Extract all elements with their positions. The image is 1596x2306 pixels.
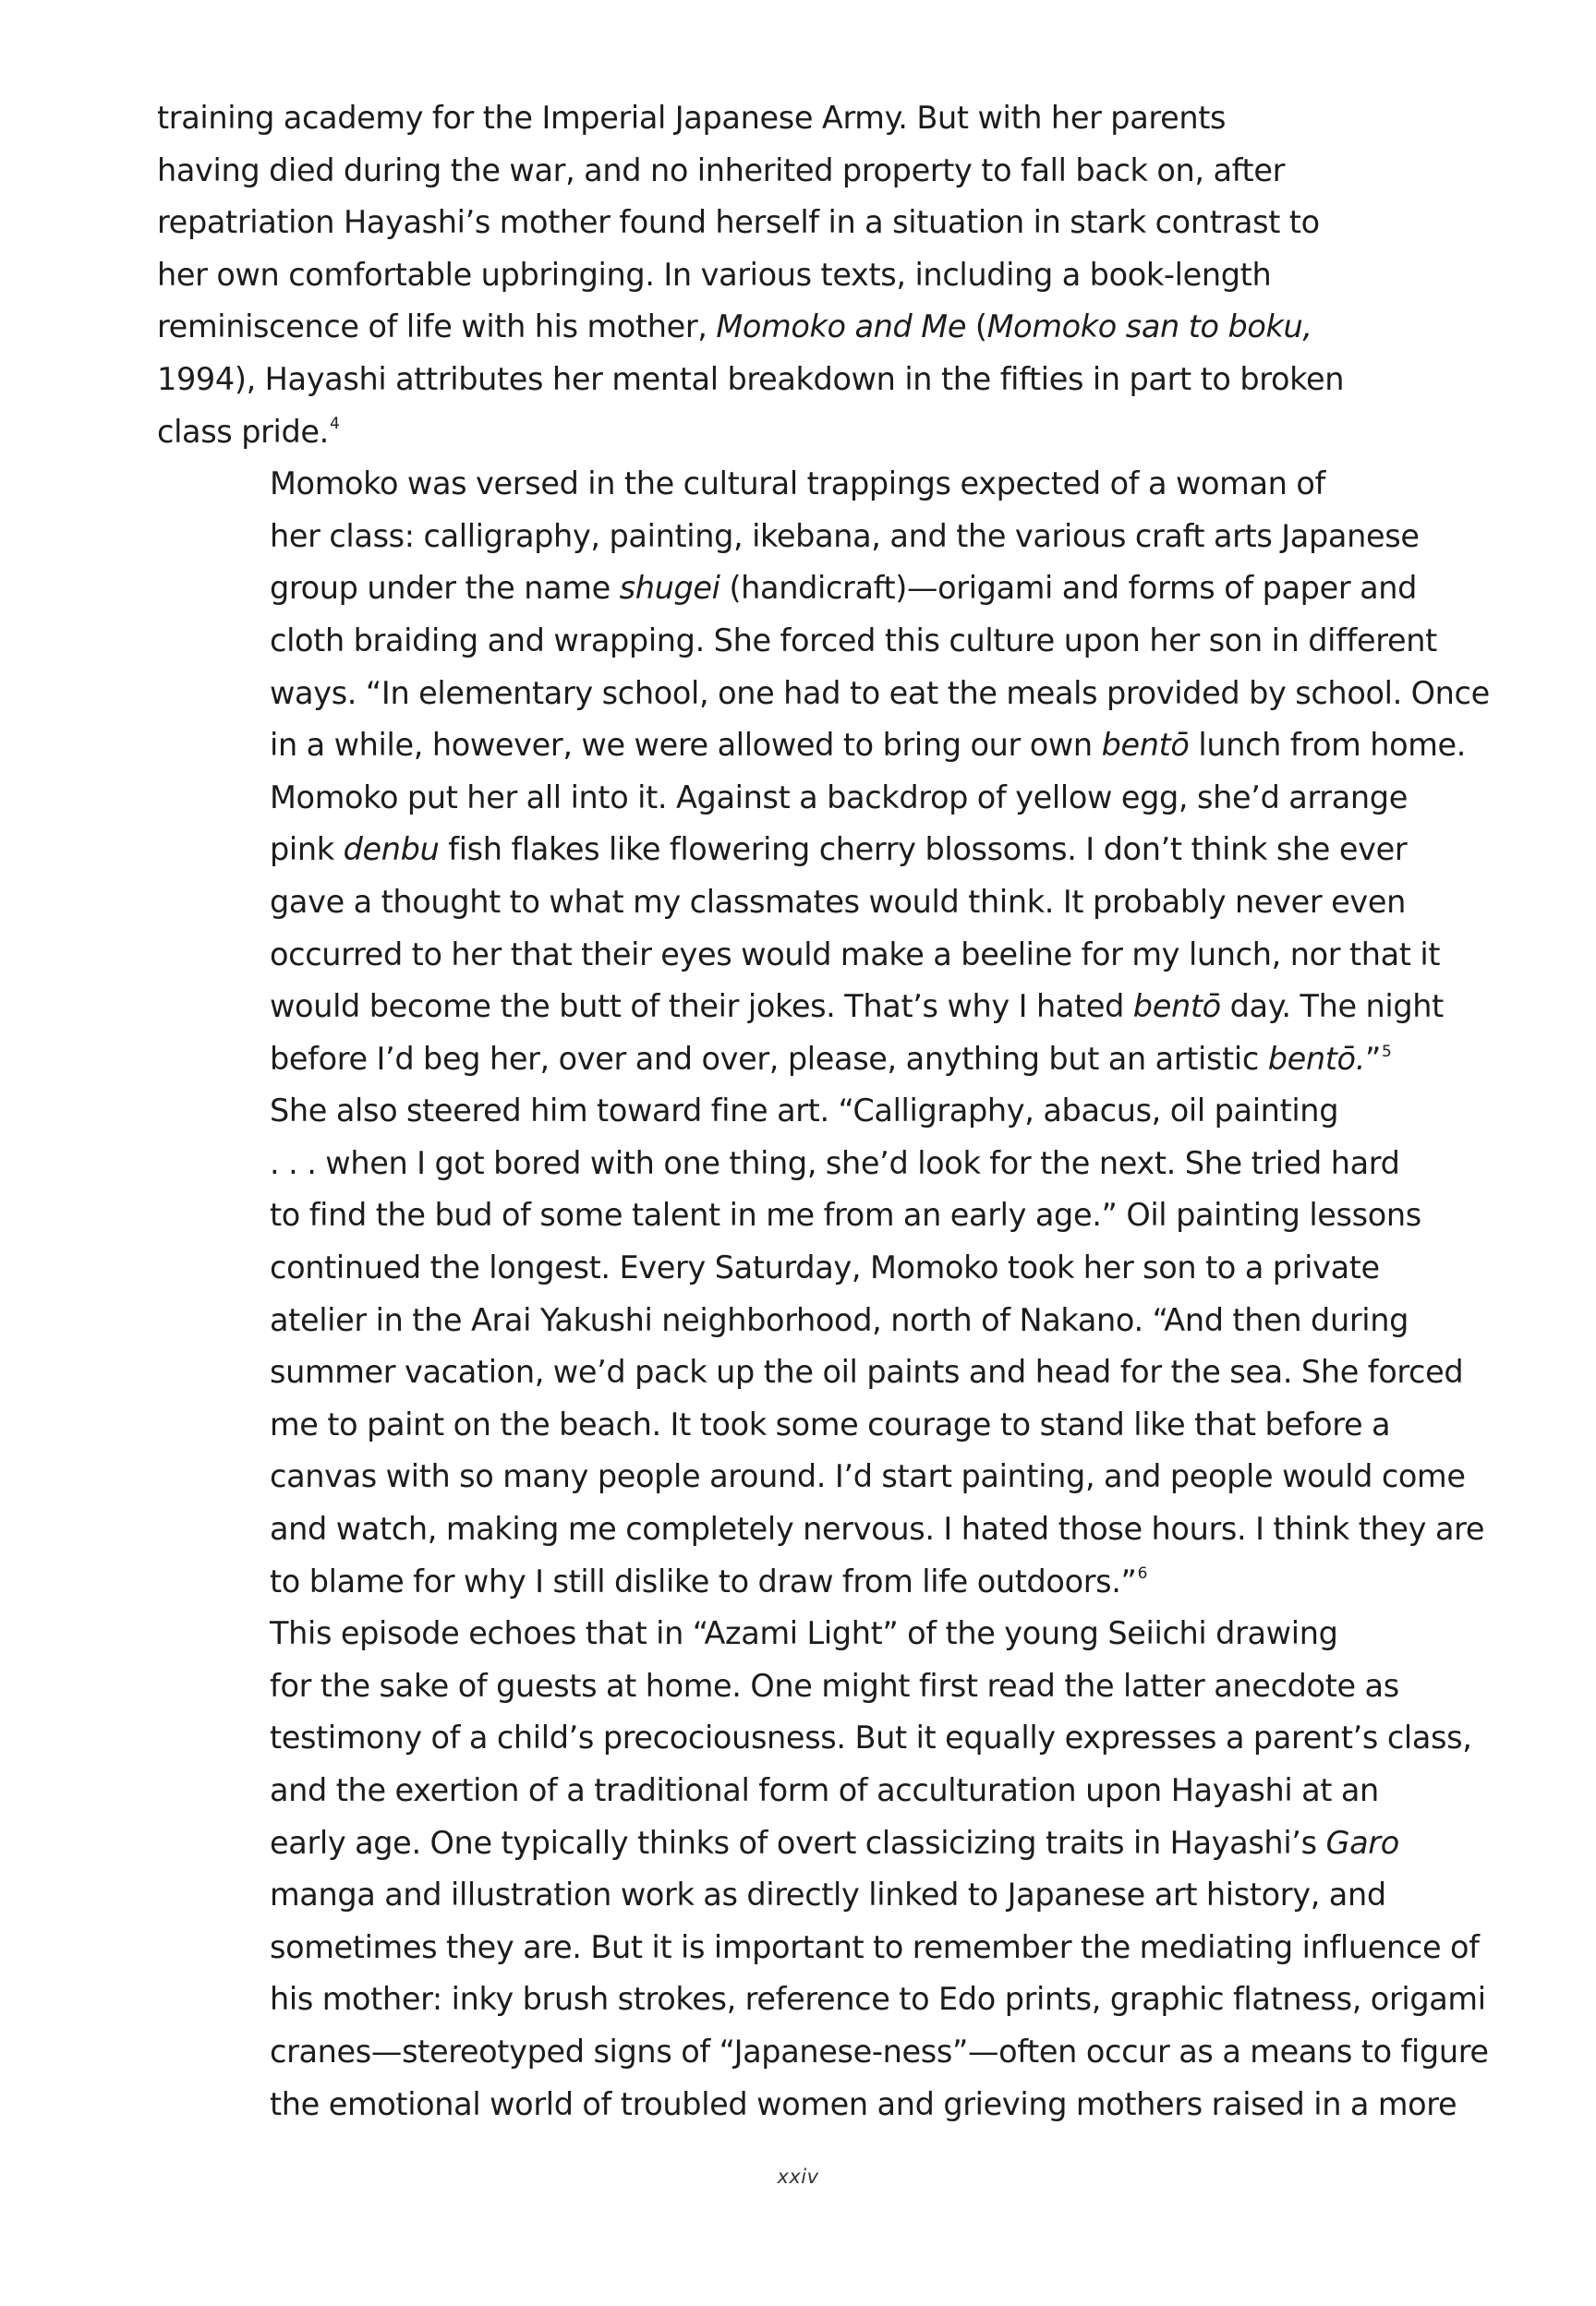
text-run: to blame for why I still dislike to draw from life outdoors.” [270,1563,1137,1600]
text-run: reminiscence of life with his mother, [157,308,717,345]
text-run: (handicraft)—origami and forms of paper and [719,570,1418,607]
text-line [157,197,1353,249]
text-run: continued the longest. Every Saturday, Momoko took her son to a private [270,1250,1380,1286]
text-line [157,929,1441,982]
text-run: fish flakes like flowering cherry blossoms. I don’t think she ever [439,831,1408,868]
text-line [157,981,1444,1033]
italic-text: Momoko san to boku, [986,308,1312,345]
text-line [157,249,1353,302]
footnote-marker: 4 [329,415,340,434]
text-line [157,1346,1464,1399]
italic-text: Garo [1325,1824,1399,1861]
text-run: pink [270,831,344,868]
italic-text: bentō [1101,727,1190,764]
italic-text: shugei [619,570,720,607]
text-run: ” [1365,1040,1382,1077]
footnote-marker: 6 [1137,1564,1148,1584]
text-run: would become the butt of their jokes. That’s why I hated [270,988,1133,1025]
text-run: her own comfortable upbringing. In various texts, including a book-length [157,256,1272,293]
footnote-marker: 5 [1382,1042,1392,1061]
text-run: repatriation Hayashi’s mother found herself in a situation in stark contrast to [157,204,1320,241]
text-line [157,1242,1380,1295]
text-line [157,824,1408,876]
text-line [157,719,1467,772]
text-line [157,1712,1472,1765]
text-run: day. The night [1220,988,1444,1025]
paragraph [157,1608,1489,2131]
paragraph [157,1085,1485,1608]
text-line [157,2026,1489,2079]
text-line [157,1922,1480,1974]
text-line [157,301,1353,354]
page-number: xxiv [777,2166,819,2188]
text-line [157,615,1437,668]
text-run: gave a thought to what my classmates would think. It probably never even [270,883,1406,920]
text-run: testimony of a child’s precociousness. But it equally expresses a parent’s class, [270,1720,1472,1757]
text-line [157,1085,1353,1138]
italic-text: denbu [343,831,440,868]
text-line [157,92,1353,145]
text-line [157,1765,1379,1817]
text-line [157,772,1408,825]
text-run: ( [966,308,987,345]
paragraph [157,458,1490,1085]
text-line [157,876,1406,929]
text-line [157,1608,1353,1660]
italic-text: bentō. [1267,1040,1366,1077]
text-line [157,668,1490,720]
text-run: Momoko put her all into it. Against a backdrop of yellow egg, she’d arrange [270,779,1408,815]
text-line [157,1974,1486,2026]
text-line [157,2079,1457,2131]
text-run: before I’d beg her, over and over, please, anything but an artistic [270,1040,1268,1077]
text-run: canvas with so many people around. I’d start painting, and people would come [270,1458,1466,1495]
text-run: having died during the war, and no inherited property to fall back on, after [157,151,1286,188]
text-line [157,562,1418,615]
text-line [157,1817,1399,1870]
text-run: ways. “In elementary school, one had to eat the meals provided by school. Once [270,674,1490,711]
text-line [157,1399,1391,1452]
text-run: and watch, making me completely nervous. I hated those hours. I think they are [270,1511,1485,1548]
italic-text: Momoko and Me [716,308,967,345]
text-run: and the exertion of a traditional form of acculturation upon Hayashi at an [270,1772,1379,1808]
text-run: sometimes they are. But it is important to remember the mediating influence of [270,1928,1480,1965]
text-run: training academy for the Imperial Japanese Army. But with her parents [157,100,1227,136]
text-line [157,458,1353,511]
text-run: Momoko was versed in the cultural trappings expected of a woman of [270,465,1325,502]
text-line [157,1138,1400,1190]
text-run: me to paint on the beach. It took some courage to stand like that before a [270,1406,1391,1443]
text-run: in a while, however, we were allowed to bring our own [270,727,1102,764]
text-run: her class: calligraphy, painting, ikebana, and the various craft arts Japanese [270,517,1420,554]
text-run: This episode echoes that in “Azami Light” of the young Seiichi drawing [270,1615,1338,1652]
text-run: for the sake of guests at home. One might first read the latter anecdote as [270,1667,1399,1704]
paragraph [157,92,1353,458]
text-run: She also steered him toward fine art. “Calligraphy, abacus, oil painting [270,1093,1339,1129]
text-run: the emotional world of troubled women and grieving mothers raised in a more [270,2085,1457,2122]
text-run: cloth braiding and wrapping. She forced this culture upon her son in different [270,622,1437,658]
text-line [157,511,1420,563]
text-line [157,1451,1466,1503]
text-line [157,1295,1409,1347]
text-run: lunch from home. [1189,727,1467,764]
text-line [157,1033,1392,1086]
text-run: cranes—stereotyped signs of “Japanese-ness”—often occur as a means to figure [270,2033,1489,2070]
text-line [157,145,1353,198]
text-run: group under the name [270,570,620,607]
text-line [157,1503,1485,1556]
text-run: class pride. [157,413,329,450]
text-run: early age. One typically thinks of overt classicizing traits in Hayashi’s [270,1824,1326,1861]
text-run: his mother: inky brush strokes, reference to Edo prints, graphic flatness, origami [270,1981,1486,2018]
body-text [157,92,1490,2131]
text-line [157,1869,1386,1922]
text-run: manga and illustration work as directly linked to Japanese art history, and [270,1877,1386,1914]
text-run: summer vacation, we’d pack up the oil paints and head for the sea. She forced [270,1354,1464,1391]
text-run: atelier in the Arai Yakushi neighborhood, north of Nakano. “And then during [270,1301,1409,1338]
text-line [157,1660,1399,1713]
text-line [157,1556,1353,1609]
text-run: occurred to her that their eyes would make a beeline for my lunch, nor that it [270,936,1441,972]
text-run: . . . when I got bored with one thing, she’d look for the next. She tried hard [270,1144,1400,1181]
text-line [157,354,1353,406]
text-run: to find the bud of some talent in me from an early age.” Oil painting lessons [270,1197,1421,1234]
text-line [157,406,1353,459]
text-run: 1994), Hayashi attributes her mental breakdown in the fifties in part to broken [157,360,1345,397]
italic-text: bentō [1132,988,1221,1025]
text-line [157,1189,1421,1242]
